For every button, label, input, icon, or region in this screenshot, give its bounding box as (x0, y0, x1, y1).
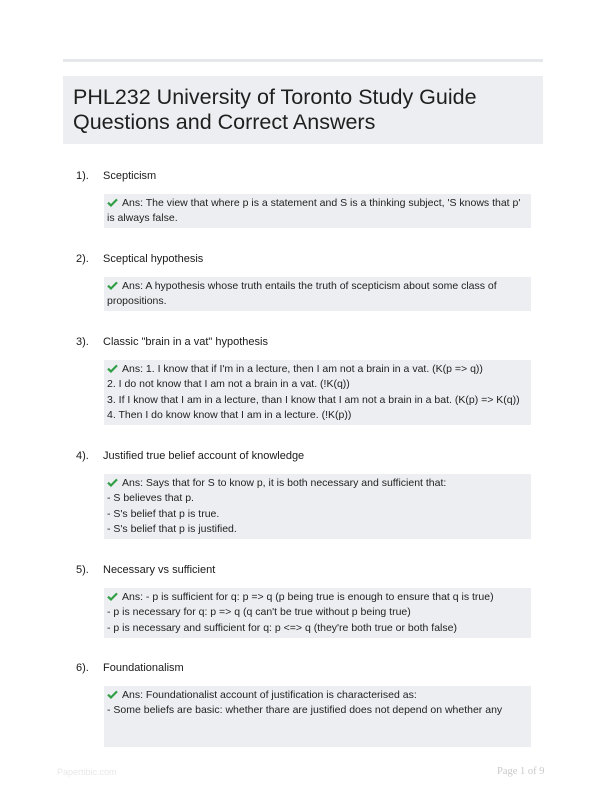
answer-line: Ans: Says that for S to know p, it is both necessary and sufficient that: (107, 476, 526, 491)
top-rule (63, 59, 543, 62)
answer-box-4 (104, 474, 531, 539)
question-number: 2). (76, 253, 89, 265)
question-text: Foundationalism (103, 662, 184, 674)
question-number: 1). (76, 170, 89, 182)
answer-line: - p is necessary and sufficient for q: p <=> q (they're both true or both false) (107, 621, 457, 634)
answer-box-6 (104, 686, 531, 747)
question-text: Classic "brain in a vat" hypothesis (103, 336, 268, 348)
answer-line: Ans: The view that where p is a statement and S is a thinking subject, 'S knows that p' (107, 196, 526, 211)
answer-line: Ans: 1. I know that if I'm in a lecture, then I am not a brain in a vat. (K(p => q)) (107, 362, 526, 377)
check-icon (107, 690, 118, 699)
answer-line: - p is necessary for q: p => q (q can't be true without p being true) (107, 606, 411, 619)
check-icon (107, 198, 118, 207)
answer-line: - S's belief that p is justified. (107, 522, 237, 535)
check-icon (107, 364, 118, 373)
question-text: Sceptical hypothesis (103, 253, 204, 265)
answer-line: - Some beliefs are basic: whether thare are justified does not depend on whether any (107, 704, 503, 717)
answer-line: 2. I do not know that I am not a brain in a vat. (!K(q)) (107, 378, 350, 391)
check-icon (107, 281, 118, 290)
document-title: PHL232 University of Toronto Study Guide Questions and Correct Answers (73, 85, 477, 134)
check-icon (107, 592, 118, 601)
question-number: 4). (76, 450, 89, 462)
answer-line: is always false. (107, 212, 178, 225)
check-icon (107, 478, 118, 487)
question-number: 3). (76, 336, 89, 348)
answer-line: 3. If I know that I am in a lecture, than I know that I am not a brain in a bat. (K(p) => K(q)) (107, 393, 520, 406)
answer-line: 4. Then I do know know that I am in a lecture. (!K(p)) (107, 408, 352, 421)
title-box (63, 76, 543, 144)
answer-box-2 (104, 277, 531, 311)
answer-box-5 (104, 588, 531, 638)
page-number: Page 1 of 9 (497, 766, 545, 777)
answer-line: Ans: A hypothesis whose truth entails the truth of scepticism about some class of (107, 279, 526, 294)
answer-line: propositions. (107, 295, 167, 308)
answer-line: - S's belief that p is true. (107, 507, 220, 520)
question-number: 6). (76, 662, 89, 674)
answer-line: Ans: Foundationalist account of justification is characterised as: (107, 688, 526, 703)
answer-line: Ans: - p is sufficient for q: p => q (p being true is enough to ensure that q is true) (107, 590, 526, 605)
question-text: Justified true belief account of knowledge (103, 450, 305, 462)
answer-box-1 (104, 194, 531, 228)
footer-watermark: Papertibic.com (57, 767, 117, 777)
answer-box-3 (104, 360, 531, 425)
answer-line: - S believes that p. (107, 492, 194, 505)
question-text: Scepticism (103, 170, 157, 182)
question-text: Necessary vs sufficient (103, 564, 216, 576)
question-number: 5). (76, 564, 89, 576)
